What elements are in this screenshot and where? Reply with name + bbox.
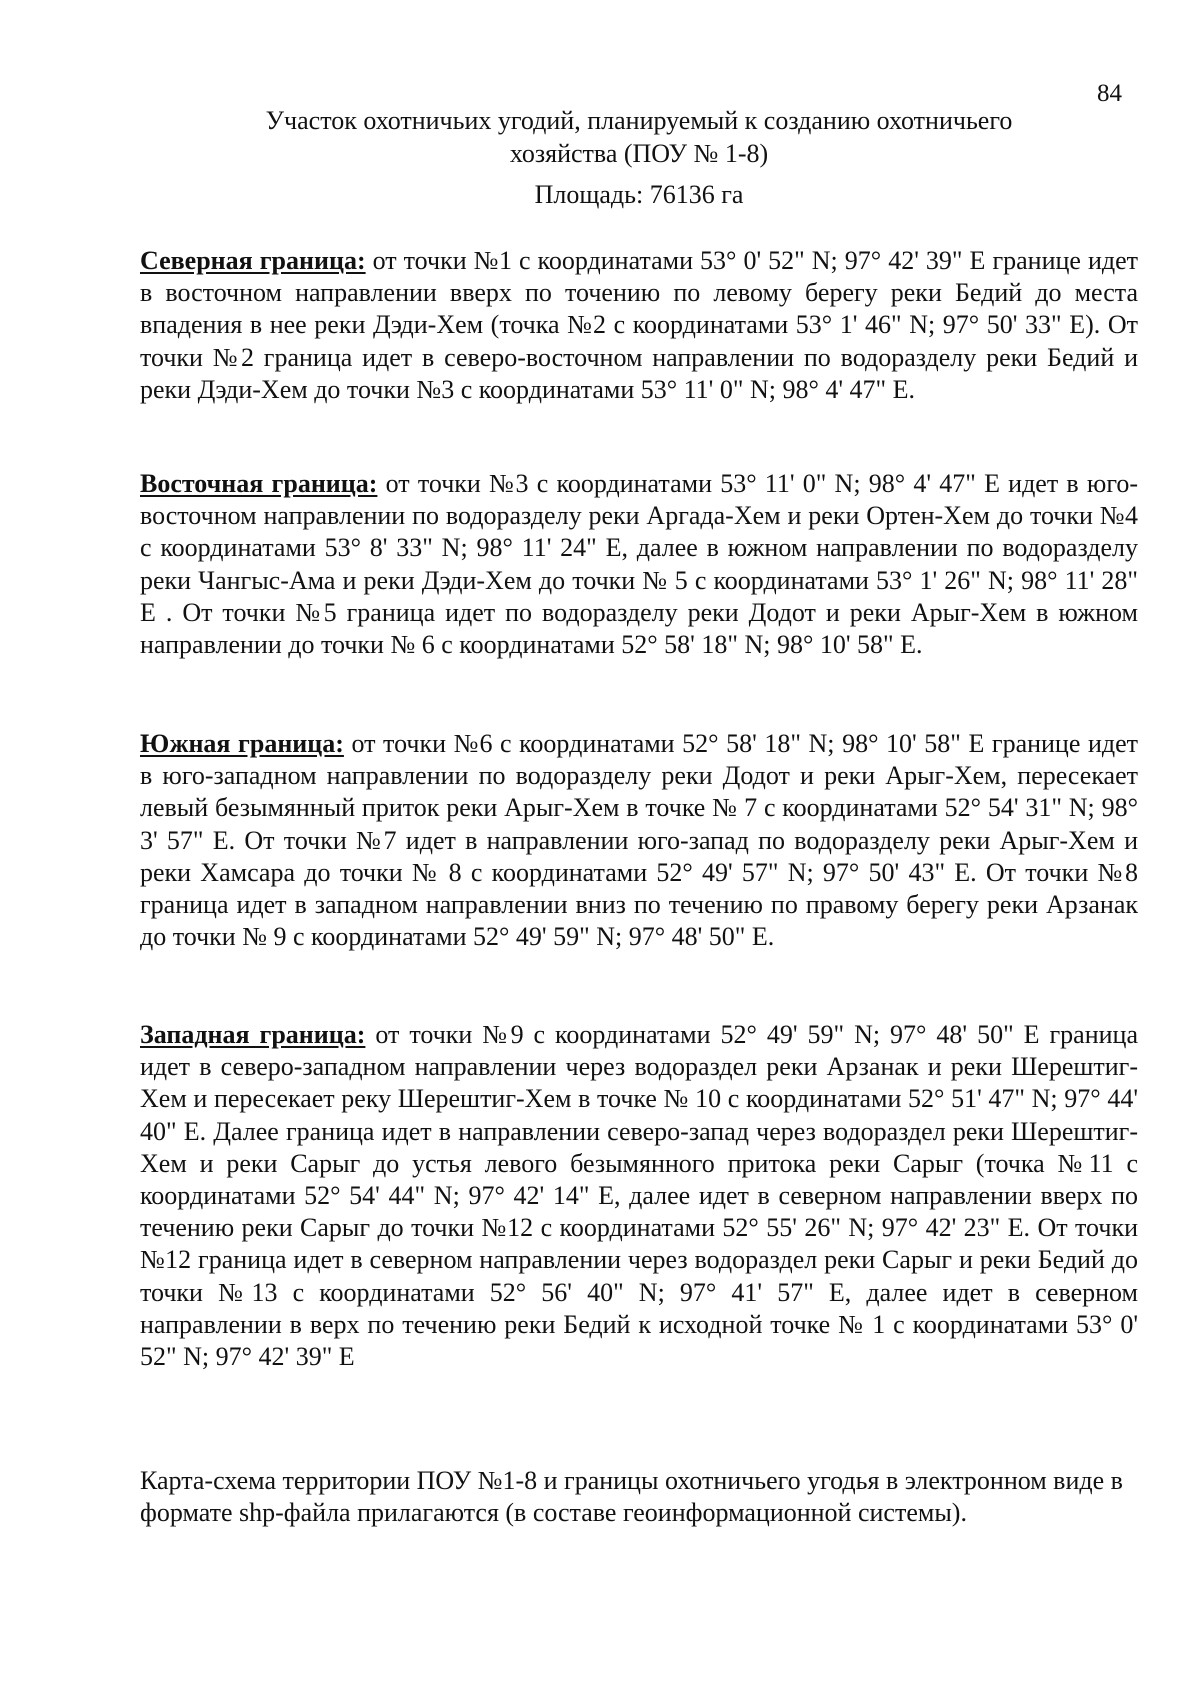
- document-title: [140, 104, 1138, 170]
- north-boundary-text: от точки №1 с координатами 53° 0' 52" N; 97° 42' 39" E границе идет в восточном направлении вверх по точению по левому берегу реки Бедий до места впадения в нее реки Дэди-Хем (точка №2 с координатами 53° 1' 46" N; 97° 50' 33" E). От точки №2 граница идет в северо-восточном направлении по водоразделу реки Бедий и реки Дэди-Хем до точки №3 с координатами 53° 11' 0" N; 98° 4' 47" E.: [140, 246, 1138, 404]
- title-line-1: Участок охотничьих угодий, планируемый к созданию охотничьего: [265, 106, 1013, 135]
- north-boundary-heading: Северная граница:: [140, 246, 366, 275]
- east-boundary-heading: Восточная граница:: [140, 469, 378, 498]
- east-boundary-text: от точки №3 с координатами 53° 11' 0" N; 98° 4' 47" E идет в юго-восточном направлении по водоразделу реки Аргада-Хем и реки Ортен-Хем до точки №4 с координатами 53° 8' 33" N; 98° 11' 24" E, далее в южном направлении по водоразделу реки Чангыс-Ама и реки Дэди-Хем до точки № 5 с координатами 53° 1' 26" N; 98° 11' 28" E . От точки №5 граница идет по водоразделу реки Додот и реки Арыг-Хем в южном направлении до точки № 6 с координатами 52° 58' 18" N; 98° 10' 58" E.: [140, 469, 1138, 660]
- title-line-2: хозяйства (ПОУ № 1-8): [509, 139, 769, 168]
- west-boundary-heading: Западная граница:: [140, 1020, 366, 1049]
- south-boundary-heading: Южная граница:: [140, 729, 344, 758]
- west-boundary-section: [140, 1019, 1138, 1373]
- south-boundary-section: [140, 728, 1138, 953]
- south-boundary-text: от точки №6 с координатами 52° 58' 18" N; 98° 10' 58" E границе идет в юго-западном направлении по водоразделу реки Додот и реки Арыг-Хем, пересекает левый безымянный приток реки Арыг-Хем в точке № 7 с координатами 52° 54' 31" N; 98° 3' 57" E. От точки №7 идет в направлении юго-запад по водоразделу реки Арыг-Хем и реки Хамсара до точки № 8 с координатами 52° 49' 57" N; 97° 50' 43" E. От точки №8 граница идет в западном направлении вниз по течению по правому берегу реки Арзанак до точки № 9 с координатами 52° 49' 59" N; 97° 48' 50" E.: [140, 729, 1138, 952]
- footer-note: Карта-схема территории ПОУ №1-8 и границы охотничьего угодья в электронном виде в формате shp-файла прилагаются (в составе геоинформационной системы).: [140, 1466, 1123, 1528]
- area-value: Площадь: 76136 га: [534, 180, 744, 209]
- west-boundary-text: от точки №9 с координатами 52° 49' 59" N; 97° 48' 50" E граница идет в северо-западном направлении через водораздел реки Арзанак и реки Шерештиг-Хем и пересекает реку Шерештиг-Хем в точке № 10 с координатами 52° 51' 47" N; 97° 44' 40" E. Далее граница идет в направлении северо-запад через водораздел реки Шерештиг-Хем и реки Сарыг до устья левого безымянного притока реки Сарыг (точка №11 с координатами 52° 54' 44" N; 97° 42' 14" E, далее идет в северном направлении вверх по течению реки Сарыг до точки №12 с координатами 52° 55' 26" N; 97° 42' 23" E. От точки №12 граница идет в северном направлении через водораздел реки Сарыг и реки Бедий до точки №13 с координатами 52° 56' 40" N; 97° 41' 57" E, далее идет в северном направлении в верх по течению реки Бедий к исходной точке № 1 с координатами 53° 0' 52" N; 97° 42' 39" E: [140, 1020, 1138, 1372]
- north-boundary-section: [140, 245, 1138, 406]
- page-number: 84: [1097, 80, 1122, 107]
- east-boundary-section: [140, 468, 1138, 661]
